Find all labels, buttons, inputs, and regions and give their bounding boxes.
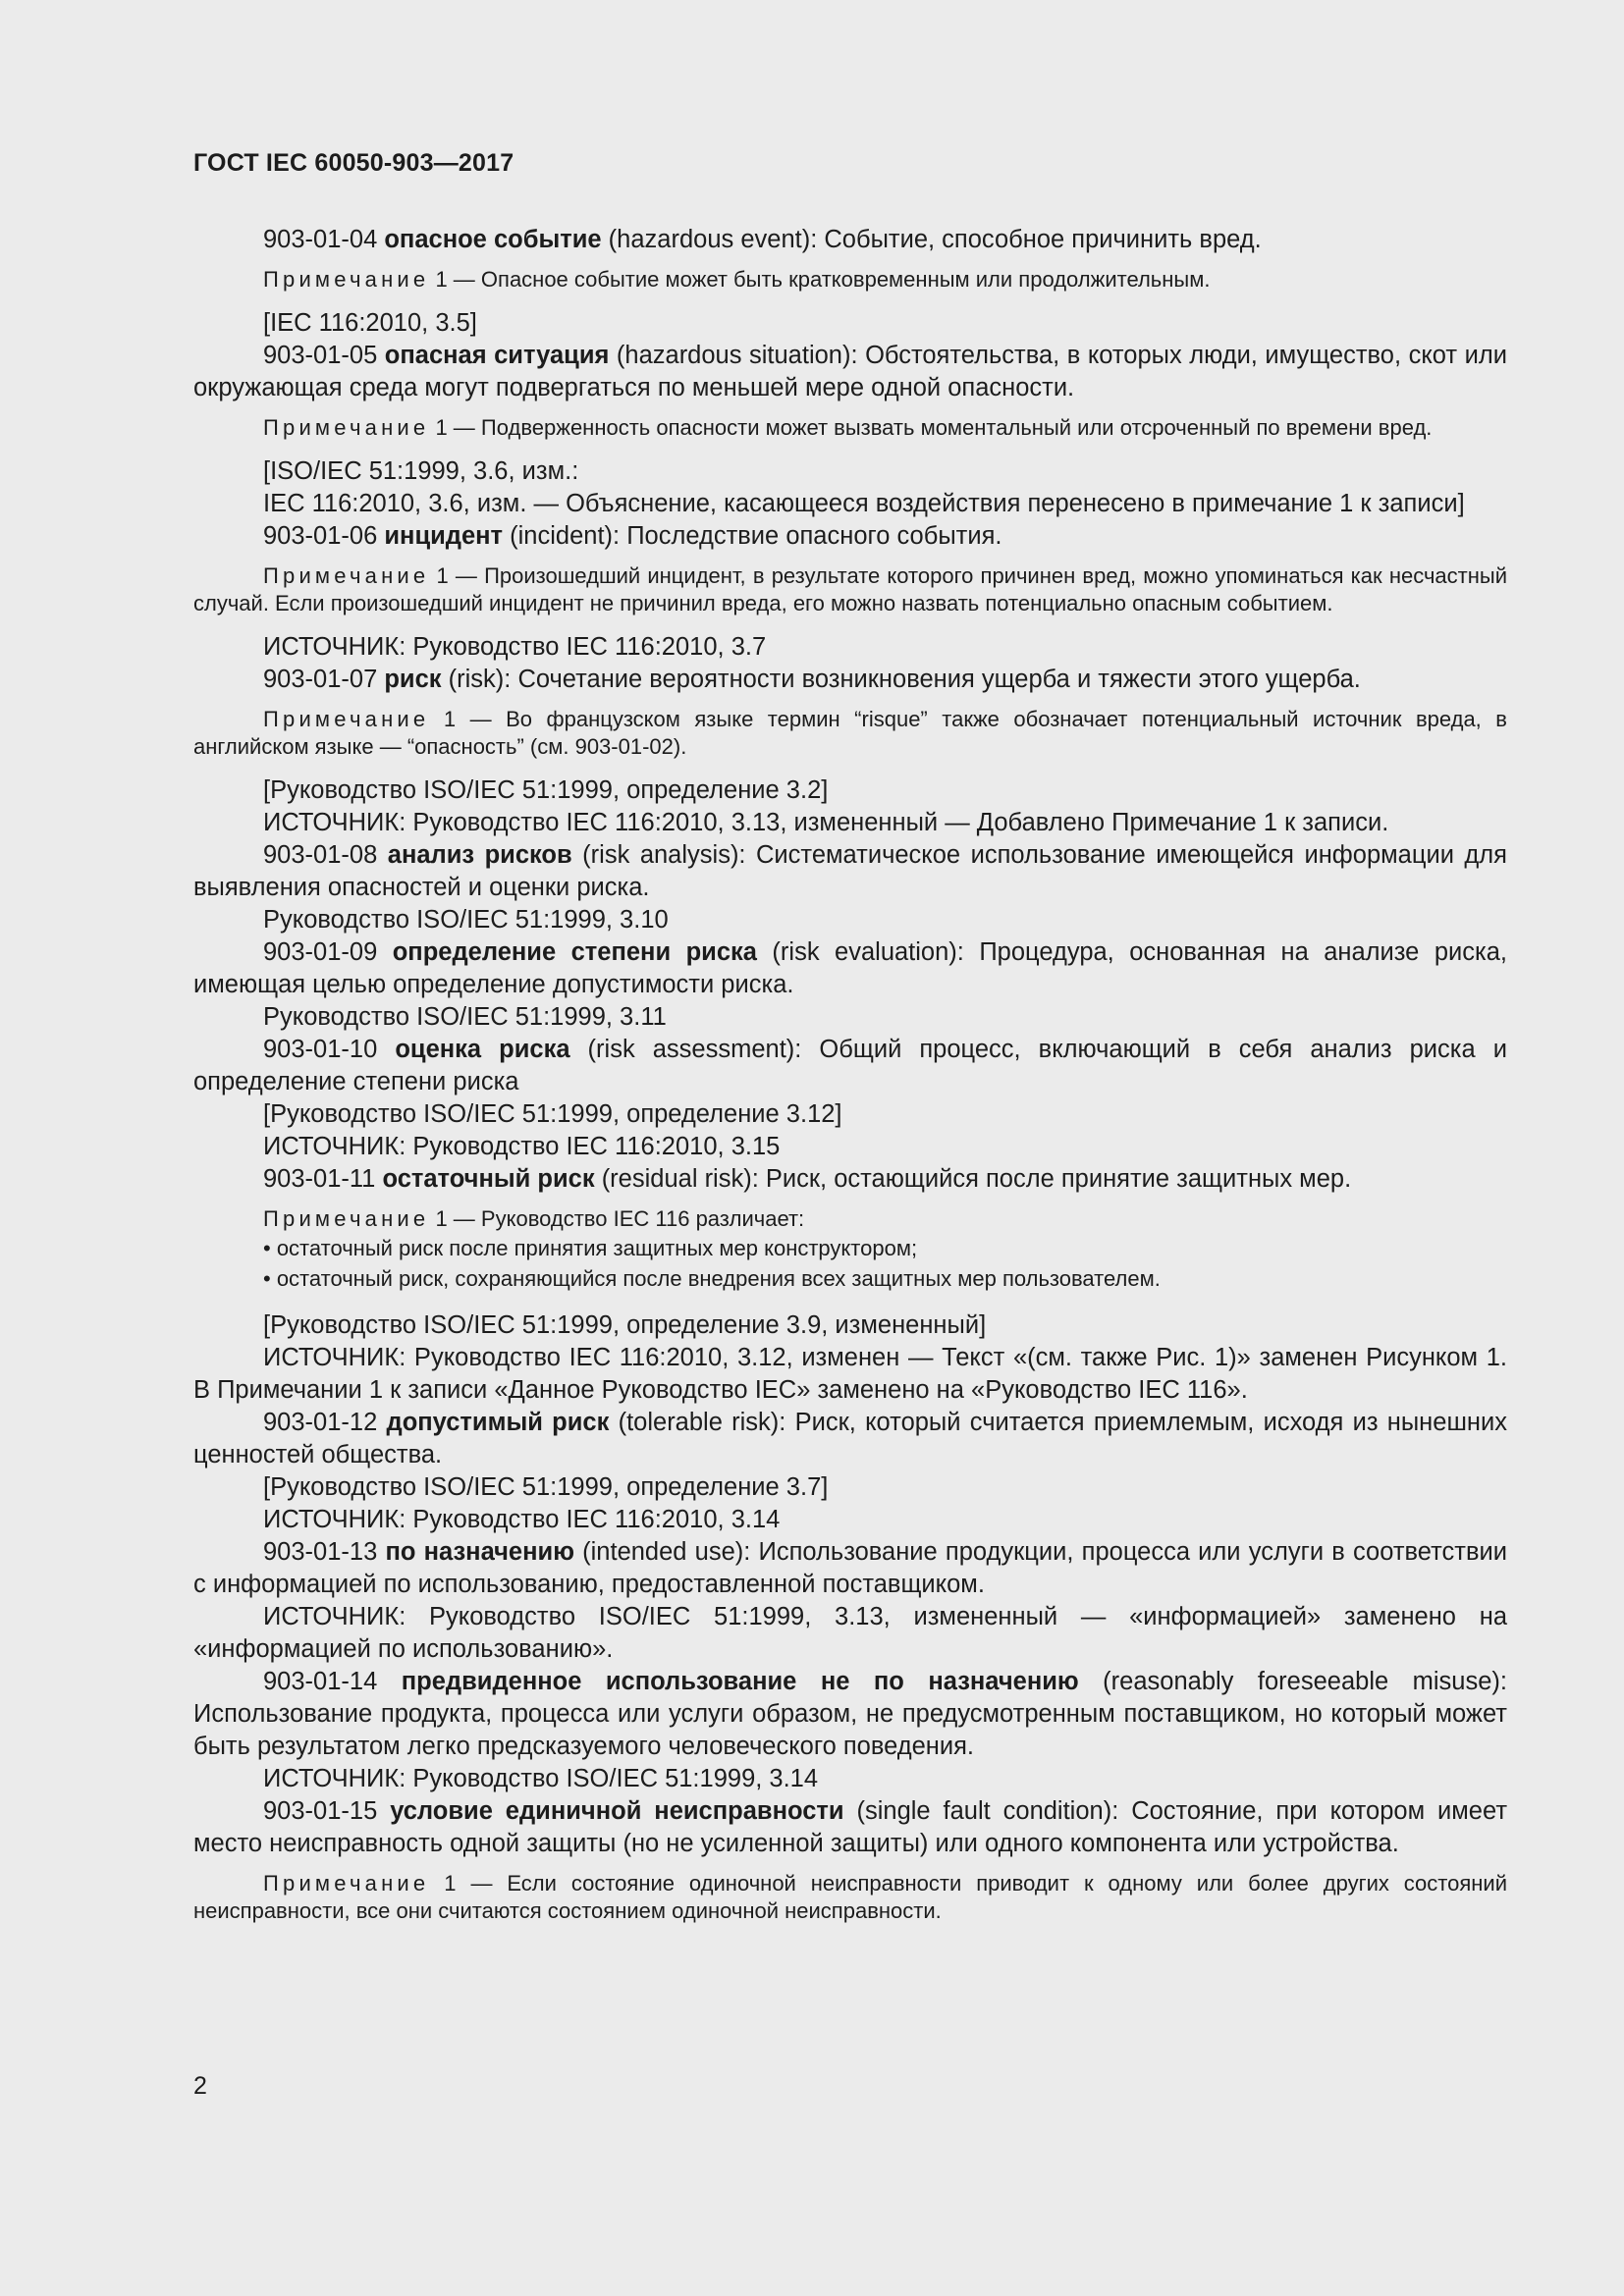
note-label: Примечание	[263, 1206, 430, 1231]
entry-number: 903-01-12	[263, 1409, 378, 1436]
note	[193, 1870, 1507, 1925]
note	[193, 266, 1507, 294]
source-reference: [Руководство ISO/IEC 51:1999, определение 3.2]	[263, 776, 829, 804]
note-list-item: • остаточный риск, сохраняющийся после внедрения всех защитных мер пользователем.	[263, 1266, 1161, 1291]
entry-number: 903-01-07	[263, 666, 378, 693]
source-reference: ИСТОЧНИК: Руководство IEC 116:2010, 3.14	[263, 1506, 781, 1533]
source-reference: ИСТОЧНИК: Руководство IEC 116:2010, 3.7	[263, 633, 767, 661]
definition: (residual risk): Риск, остающийся после принятие защитных мер.	[594, 1165, 1352, 1193]
term: условие единичной неисправности	[390, 1797, 844, 1825]
entry-number: 903-01-04	[263, 226, 378, 253]
note	[193, 414, 1507, 442]
term-entry	[193, 520, 1507, 553]
definition: (risk evaluation): Процедура, основанная на анализе риска, имеющая целью определение допустимости риска.	[193, 938, 1507, 998]
definition: (risk assessment): Общий процесс, включающий в себя анализ риска и определение степени риска	[193, 1036, 1507, 1095]
note-label: Примечание	[263, 563, 430, 588]
definition: (intended use): Использование продукции, процесса или услуги в соответствии с информацией по использованию, предоставленной поставщиком.	[193, 1538, 1507, 1598]
definition: (incident): Последствие опасного события.	[503, 522, 1002, 550]
document-body	[193, 224, 1507, 1939]
term-entry	[193, 224, 1507, 256]
term-entry	[193, 1536, 1507, 1601]
source-reference: ИСТОЧНИК: Руководство ISO/IEC 51:1999, 3.14	[263, 1765, 819, 1792]
note-text: 1 — Подверженность опасности может вызвать моментальный или отсроченный по времени вред.	[429, 415, 1433, 440]
note	[193, 706, 1507, 761]
term-entry	[193, 1666, 1507, 1763]
term: анализ рисков	[387, 841, 572, 869]
term: допустимый риск	[386, 1409, 610, 1436]
term-entry	[193, 340, 1507, 404]
term-entry	[193, 1034, 1507, 1098]
entry-number: 903-01-08	[263, 841, 378, 869]
entry-number: 903-01-14	[263, 1668, 378, 1695]
definition: (hazardous situation): Обстоятельства, в которых люди, имущество, скот или окружающая среда могут подвергаться по меньшей мере одной опасности.	[193, 342, 1507, 401]
definition: (hazardous event): Событие, способное причинить вред.	[601, 226, 1262, 253]
source-reference: Руководство ISO/IEC 51:1999, 3.10	[263, 906, 669, 934]
source-reference: ИСТОЧНИК: Руководство IEC 116:2010, 3.15	[263, 1133, 781, 1160]
term: оценка риска	[395, 1036, 570, 1063]
definition: (single fault condition): Состояние, при котором имеет место неисправность одной защиты (но не усиленной защиты) или одного компонента или устройства.	[193, 1797, 1507, 1857]
term-entry	[193, 1163, 1507, 1196]
note-text: 1 — Опасное событие может быть кратковременным или продолжительным.	[429, 267, 1211, 292]
term: по назначению	[385, 1538, 574, 1566]
term-entry	[193, 936, 1507, 1001]
term: предвиденное использование не по назначению	[401, 1668, 1079, 1695]
note-list-item: • остаточный риск после принятия защитных мер конструктором;	[263, 1236, 918, 1260]
term-entry	[193, 1795, 1507, 1860]
note	[193, 1205, 1507, 1233]
entry-number: 903-01-05	[263, 342, 378, 369]
definition: (tolerable risk): Риск, который считается приемлемым, исходя из нынешних ценностей общества.	[193, 1409, 1507, 1468]
entry-number: 903-01-10	[263, 1036, 378, 1063]
term: инцидент	[384, 522, 504, 550]
entry-number: 903-01-06	[263, 522, 378, 550]
source-reference: ИСТОЧНИК: Руководство IEC 116:2010, 3.12, изменен — Текст «(см. также Рис. 1)» заменен Рисунком 1. В Примечании 1 к записи «Данное Руководство IEC» заменено на «Руководство IEC 116».	[193, 1344, 1507, 1404]
definition: (reasonably foreseeable misuse): Использование продукта, процесса или услуги образом, не предусмотренным поставщиком, но который может быть результатом легко предсказуемого человеческого поведения.	[193, 1668, 1507, 1760]
source-reference: [Руководство ISO/IEC 51:1999, определение 3.7]	[263, 1473, 829, 1501]
source-reference: ИСТОЧНИК: Руководство ISO/IEC 51:1999, 3.13, измененный — «информацией» заменено на «информацией по использованию».	[193, 1603, 1507, 1663]
note-text: 1 — Во французском языке термин “risque” также обозначает потенциальный источник вреда, в английском языке — “опасность” (см. 903-01-02).	[193, 707, 1507, 759]
page-number: 2	[193, 2072, 207, 2100]
term-entry	[193, 664, 1507, 696]
definition: (risk): Сочетание вероятности возникновения ущерба и тяжести этого ущерба.	[441, 666, 1361, 693]
source-reference: IEC 116:2010, 3.6, изм. — Объяснение, касающееся воздействия перенесено в примечание 1 к записи]	[263, 490, 1465, 517]
source-reference: ИСТОЧНИК: Руководство IEC 116:2010, 3.13, измененный — Добавлено Примечание 1 к записи.	[263, 809, 1389, 836]
source-reference: [IEC 116:2010, 3.5]	[263, 309, 477, 337]
term: опасная ситуация	[384, 342, 610, 369]
term-entry	[193, 1407, 1507, 1471]
source-reference: [Руководство ISO/IEC 51:1999, определение 3.12]	[263, 1100, 842, 1128]
definition: (risk analysis): Систематическое использование имеющейся информации для выявления опасностей и оценки риска.	[193, 841, 1507, 901]
source-reference: [Руководство ISO/IEC 51:1999, определение 3.9, измененный]	[263, 1311, 987, 1339]
source-reference: Руководство ISO/IEC 51:1999, 3.11	[263, 1003, 667, 1031]
document-header: ГОСТ IEC 60050-903—2017	[193, 149, 514, 177]
note-label: Примечание	[263, 707, 430, 731]
note-label: Примечание	[263, 267, 430, 292]
term: определение степени риска	[392, 938, 757, 966]
term: остаточный риск	[382, 1165, 595, 1193]
entry-number: 903-01-13	[263, 1538, 378, 1566]
entry-number: 903-01-11	[263, 1165, 376, 1193]
note-text: 1 — Если состояние одиночной неисправности приводит к одному или более других состояний неисправности, все они считаются состоянием одиночной неисправности.	[193, 1871, 1507, 1923]
entry-number: 903-01-15	[263, 1797, 378, 1825]
source-reference: [ISO/IEC 51:1999, 3.6, изм.:	[263, 457, 579, 485]
term: риск	[384, 666, 442, 693]
note-label: Примечание	[263, 415, 430, 440]
note-text: 1 — Произошедший инцидент, в результате которого причинен вред, можно упоминаться как несчастный случай. Если произошедший инцидент не причинил вреда, его можно назвать потенциально опасным событием.	[193, 563, 1507, 615]
note-label: Примечание	[263, 1871, 430, 1896]
entry-number: 903-01-09	[263, 938, 378, 966]
term: опасное событие	[384, 226, 602, 253]
note	[193, 562, 1507, 617]
note-text: 1 — Руководство IEC 116 различает:	[429, 1206, 805, 1231]
term-entry	[193, 839, 1507, 904]
